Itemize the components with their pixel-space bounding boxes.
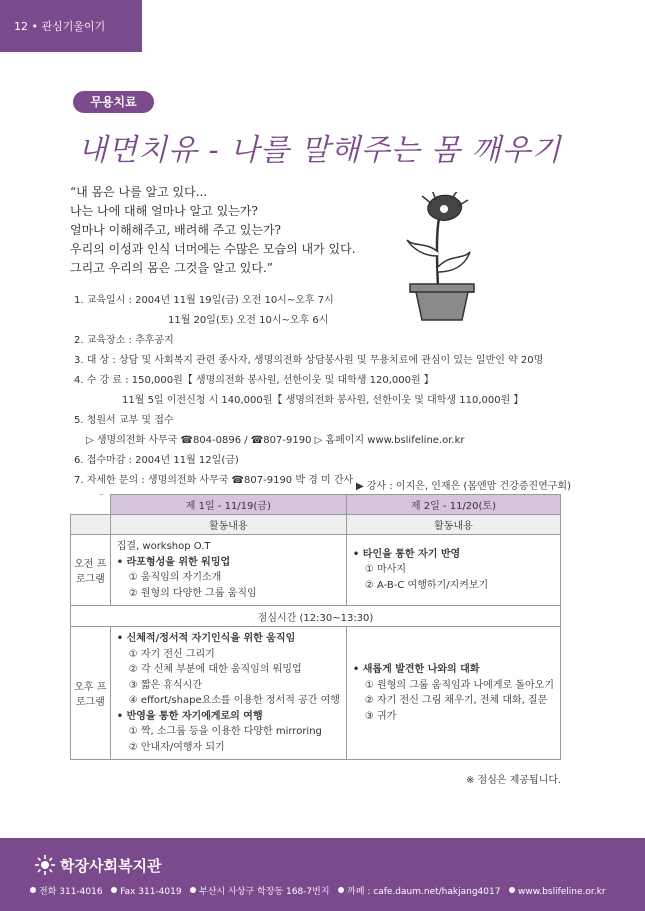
- info-fee: 4. 수 강 료 : 150,000원【 생명의전화 봉사원, 선한이웃 및 대학생 120,000원 】: [74, 375, 434, 386]
- info-contact: ▷ 생명의전화 사무국 ☎804-0896 / ☎807-9190 ▷ 홈페이지 www.bslifeline.or.kr: [86, 435, 465, 446]
- list-item: ② 각 신체 부분에 대한 움직임의 워밍업: [128, 664, 302, 675]
- quote-line: 얼마나 이해해주고, 배려해 주고 있는가?: [70, 223, 281, 237]
- quote-line: 그리고 우리의 몸은 그것을 알고 있다.”: [70, 261, 273, 275]
- info-place: 2. 교육장소 : 추후공지: [74, 335, 174, 346]
- list-item: ③ 귀가: [364, 710, 397, 722]
- list-item: ② 안내자/여행자 되기: [128, 741, 225, 753]
- day2-header: 제 2일 - 11/20(토): [346, 495, 560, 515]
- quote-line: “내 몸은 나를 알고 있다...: [70, 185, 208, 199]
- footer-contact: [30, 884, 606, 897]
- pm-label: 오후 프로그램: [71, 627, 111, 760]
- list-item: ① 자기 전신 그리기: [128, 648, 215, 660]
- section-label: 무용치료: [73, 91, 154, 113]
- list-item: • 라포형성을 위한 워밍업: [116, 556, 231, 568]
- footer: [0, 838, 645, 911]
- am-day2-cell: [346, 535, 560, 606]
- list-item: ③ 짧은 휴식시간: [128, 679, 203, 691]
- footer-phone: 전화 311-4016: [39, 887, 103, 897]
- table-corner: [71, 495, 111, 515]
- info-apply: 5. 청원서 교부 및 접수: [74, 415, 174, 426]
- footer-cafe: 까페 : cafe.daum.net/hakjang4017: [347, 887, 501, 897]
- list-item: ② A-B-C 여행하기/지켜보기: [364, 579, 489, 591]
- footer-address: 부산시 사상구 학장동 168-7번지: [199, 887, 330, 897]
- list-item: • 신체적/정서적 자기인식을 위한 움직임: [116, 633, 296, 644]
- list-item: ① 마사지: [364, 564, 407, 576]
- footer-fax: Fax 311-4019: [120, 887, 182, 897]
- schedule-table: [70, 494, 561, 760]
- info-date-2: 11월 20일(토) 오전 10시~오후 6시: [168, 315, 329, 326]
- footer-org-name: 학장사회복지관: [60, 857, 162, 875]
- pm-day1-cell: [110, 627, 346, 760]
- bullet-icon: [338, 887, 344, 893]
- bullet-icon: [509, 887, 515, 893]
- list-item: ② 자기 전신 그림 채우기, 전체 대화, 질문: [364, 695, 548, 706]
- info-date: 1. 교육일시 : 2004년 11월 19일(금) 오전 10시~오후 7시: [74, 295, 334, 306]
- info-deadline: 6. 접수마감 : 2004년 11월 12일(금): [74, 455, 239, 466]
- bullet-icon: [111, 887, 117, 893]
- table-corner-sub: [71, 515, 111, 535]
- list-item: ① 움직임의 자기소개: [128, 572, 222, 583]
- am-label: 오전 프로그램: [71, 535, 111, 606]
- list-item: • 타인을 통한 자기 반영: [352, 548, 461, 560]
- list-item: ① 짝, 소그룹 등을 이용한 다양한 mirroring: [128, 726, 322, 737]
- page-title: 내면치유 - 나를 말해주는 몸 깨우기: [78, 133, 562, 168]
- list-item: ④ effort/shape요소를 이용한 정서적 공간 여행: [128, 695, 340, 706]
- list-item: 집결, workshop O.T: [116, 541, 211, 552]
- list-item: ① 원형의 그룹 움직임과 나에게로 돌아오기: [364, 679, 554, 691]
- day1-subheader: 활동내용: [110, 515, 346, 535]
- list-item: ② 원형의 다양한 그룹 움직임: [128, 587, 257, 599]
- quote-line: 우리의 이성과 인식 너머에는 수많은 모습의 내가 있다.: [70, 242, 356, 256]
- pm-day2-cell: [346, 627, 560, 760]
- quote-line: 나는 나에 대해 얼마나 알고 있는가?: [70, 204, 258, 218]
- list-item: • 새롭게 발견한 나와의 대화: [352, 664, 480, 675]
- info-inquiry: 7. 자세한 문의 : 생명의전화 사무국 ☎807-9190 박 경 미 간사: [74, 475, 354, 486]
- bullet-icon: [30, 887, 36, 893]
- lunch-note: ※ 점심은 제공됩니다.: [466, 775, 562, 786]
- list-item: • 반영을 통한 자기에게로의 여행: [116, 710, 263, 722]
- info-fee-2: 11월 5일 이전신청 시 140,000원【 생명의전화 봉사원, 선한이웃 및 대학생 110,000원 】: [122, 395, 524, 406]
- footer-org: [36, 855, 162, 876]
- am-day1-cell: [110, 535, 346, 606]
- day2-subheader: 활동내용: [346, 515, 560, 535]
- footer-web: www.bslifeline.or.kr: [518, 887, 606, 897]
- lecturer: ▶ 강사 : 이지은, 인재은 (몸앤맘 건강증진연구회): [356, 481, 571, 492]
- info-target: 3. 대 상 : 상담 및 사회복지 관련 종사자, 생명의전화 상담봉사원 및 무용치료에 관심이 있는 일반인 약 20명: [74, 355, 544, 366]
- quote-block: [70, 183, 356, 278]
- page-tab: 12 • 관심기울이기: [0, 0, 142, 52]
- bullet-icon: [190, 887, 196, 893]
- day1-header: 제 1일 - 11/19(금): [110, 495, 346, 515]
- lunch-row: 점심시간 (12:30~13:30): [71, 606, 561, 627]
